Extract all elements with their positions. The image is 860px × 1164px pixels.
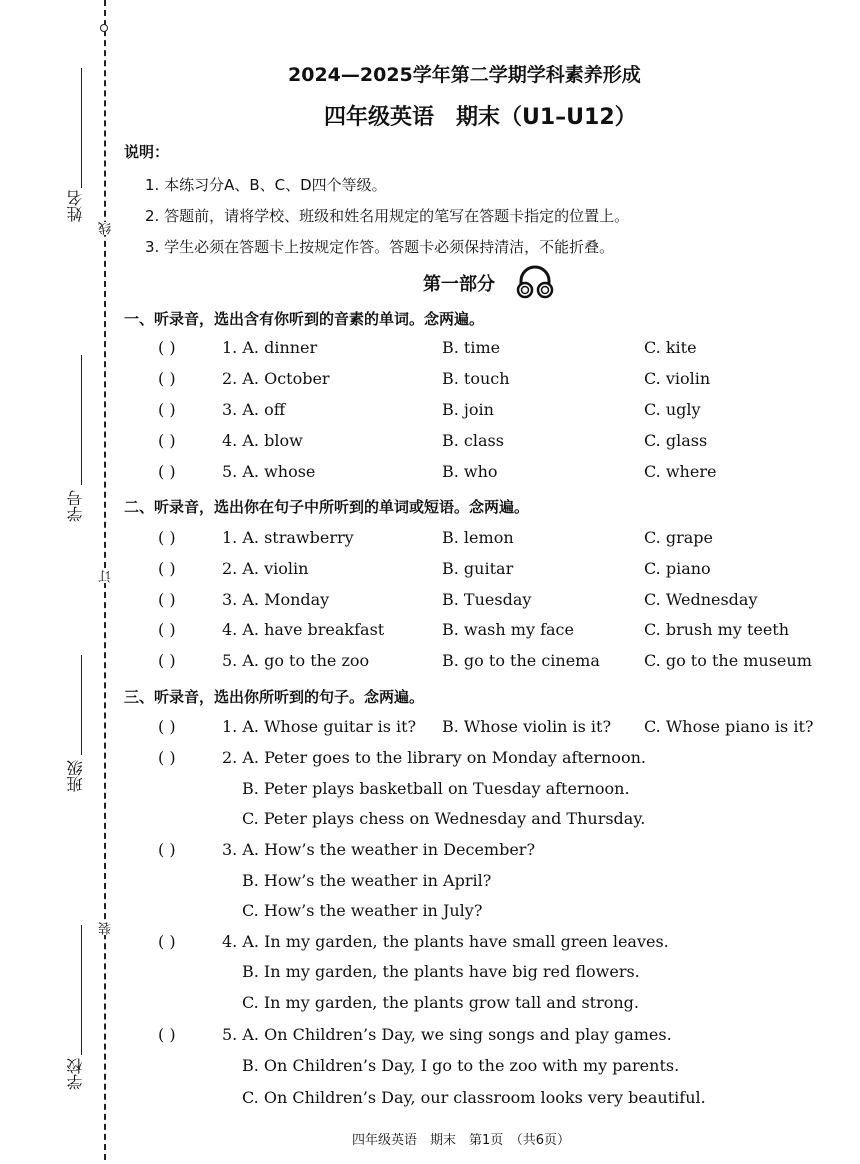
note-item: 3. 学生必须在答题卡上按规定作答。答题卡必须保持清洁，不能折叠。 — [145, 238, 615, 256]
answer-blank[interactable]: ( ) — [158, 528, 176, 547]
option-a: 2. A. Peter goes to the library on Monday afternoon. — [222, 748, 646, 767]
answer-blank[interactable]: ( ) — [158, 400, 176, 419]
section-3-title: 三、听录音，选出你所听到的句子。念两遍。 — [124, 688, 425, 706]
option-c: C. ugly — [644, 400, 701, 419]
school-blank-line — [81, 925, 82, 1055]
exam-subtitle: 四年级英语 期末（U1–U12） — [324, 105, 637, 130]
option-b: B. go to the cinema — [442, 651, 600, 670]
option-a: 1. A. Whose guitar is it? — [222, 717, 417, 736]
option-c: C. piano — [644, 559, 711, 578]
answer-blank[interactable]: ( ) — [158, 338, 176, 357]
option-a: 5. A. go to the zoo — [222, 651, 370, 670]
option-a: 3. A. How’s the weather in December? — [222, 840, 536, 859]
option-b: B. touch — [442, 369, 510, 388]
option-a: 3. A. Monday — [222, 590, 330, 609]
order-char: 订 — [99, 570, 114, 583]
answer-blank[interactable]: ( ) — [158, 462, 176, 481]
answer-blank[interactable]: ( ) — [158, 590, 176, 609]
option-c: C. brush my teeth — [644, 620, 790, 639]
option-c: C. How’s the weather in July? — [242, 901, 483, 920]
answer-blank[interactable]: ( ) — [158, 932, 176, 951]
answer-blank[interactable]: ( ) — [158, 748, 176, 767]
answer-blank[interactable]: ( ) — [158, 651, 176, 670]
page-footer: 四年级英语 期末 第1页 （共6页） — [352, 1133, 571, 1148]
option-c: C. grape — [644, 528, 713, 547]
option-b: B. Peter plays basketball on Tuesday afternoon. — [242, 779, 630, 798]
option-c: C. kite — [644, 338, 697, 357]
option-b: B. Tuesday — [442, 590, 532, 609]
answer-blank[interactable]: ( ) — [158, 620, 176, 639]
option-c: C. On Children’s Day, our classroom looks very beautiful. — [242, 1088, 706, 1107]
option-c: C. where — [644, 462, 717, 481]
option-c: C. Peter plays chess on Wednesday and Thursday. — [242, 809, 646, 828]
option-a: 1. A. strawberry — [222, 528, 354, 547]
name-label: 姓名 — [66, 190, 85, 222]
answer-blank[interactable]: ( ) — [158, 431, 176, 450]
class-label: 班级 — [66, 760, 85, 792]
option-a: 4. A. blow — [222, 431, 303, 450]
note-item: 2. 答题前，请将学校、班级和姓名用规定的笔写在答题卡指定的位置上。 — [145, 207, 630, 225]
option-c: C. go to the museum — [644, 651, 812, 670]
id-blank-line — [81, 355, 82, 485]
answer-blank[interactable]: ( ) — [158, 1025, 176, 1044]
option-b: B. guitar — [442, 559, 514, 578]
exam-title: 2024—2025学年第二学期学科素养形成 — [288, 64, 641, 86]
class-blank-line — [81, 655, 82, 755]
answer-blank[interactable]: ( ) — [158, 717, 176, 736]
option-b: B. How’s the weather in April? — [242, 871, 492, 890]
option-b: B. In my garden, the plants have big red flowers. — [242, 962, 640, 981]
line-char: 线 — [99, 222, 114, 235]
cut-line-marker — [100, 24, 108, 32]
answer-blank[interactable]: ( ) — [158, 369, 176, 388]
name-blank-line — [81, 68, 82, 188]
headphones-icon — [514, 262, 556, 306]
answer-blank[interactable]: ( ) — [158, 559, 176, 578]
option-b: B. class — [442, 431, 504, 450]
option-b: B. On Children’s Day, I go to the zoo with my parents. — [242, 1056, 680, 1075]
option-c: C. glass — [644, 431, 708, 450]
option-b: B. time — [442, 338, 501, 357]
school-label: 学校 — [66, 1058, 85, 1090]
option-c: C. Wednesday — [644, 590, 758, 609]
option-a: 5. A. whose — [222, 462, 316, 481]
option-a: 4. A. have breakfast — [222, 620, 385, 639]
option-a: 1. A. dinner — [222, 338, 318, 357]
option-a: 4. A. In my garden, the plants have small green leaves. — [222, 932, 669, 951]
note-item: 1. 本练习分A、B、C、D四个等级。 — [145, 176, 387, 194]
option-a: 2. A. October — [222, 369, 330, 388]
option-c: C. Whose piano is it? — [644, 717, 814, 736]
option-b: B. join — [442, 400, 494, 419]
option-c: C. In my garden, the plants grow tall and strong. — [242, 993, 640, 1012]
section-1-title: 一、听录音，选出含有你听到的音素的单词。念两遍。 — [124, 310, 485, 328]
option-b: B. wash my face — [442, 620, 574, 639]
option-c: C. violin — [644, 369, 711, 388]
option-b: B. lemon — [442, 528, 514, 547]
option-b: B. Whose violin is it? — [442, 717, 612, 736]
option-a: 3. A. off — [222, 400, 286, 419]
option-a: 2. A. violin — [222, 559, 309, 578]
bind-char: 装 — [99, 922, 114, 935]
part-title: 第一部分 — [423, 274, 495, 295]
option-b: B. who — [442, 462, 498, 481]
notes-title: 说明： — [124, 143, 170, 161]
section-2-title: 二、听录音，选出你在句子中所听到的单词或短语。念两遍。 — [124, 498, 530, 516]
answer-blank[interactable]: ( ) — [158, 840, 176, 859]
id-label: 学号 — [66, 490, 85, 522]
option-a: 5. A. On Children’s Day, we sing songs and play games. — [222, 1025, 672, 1044]
